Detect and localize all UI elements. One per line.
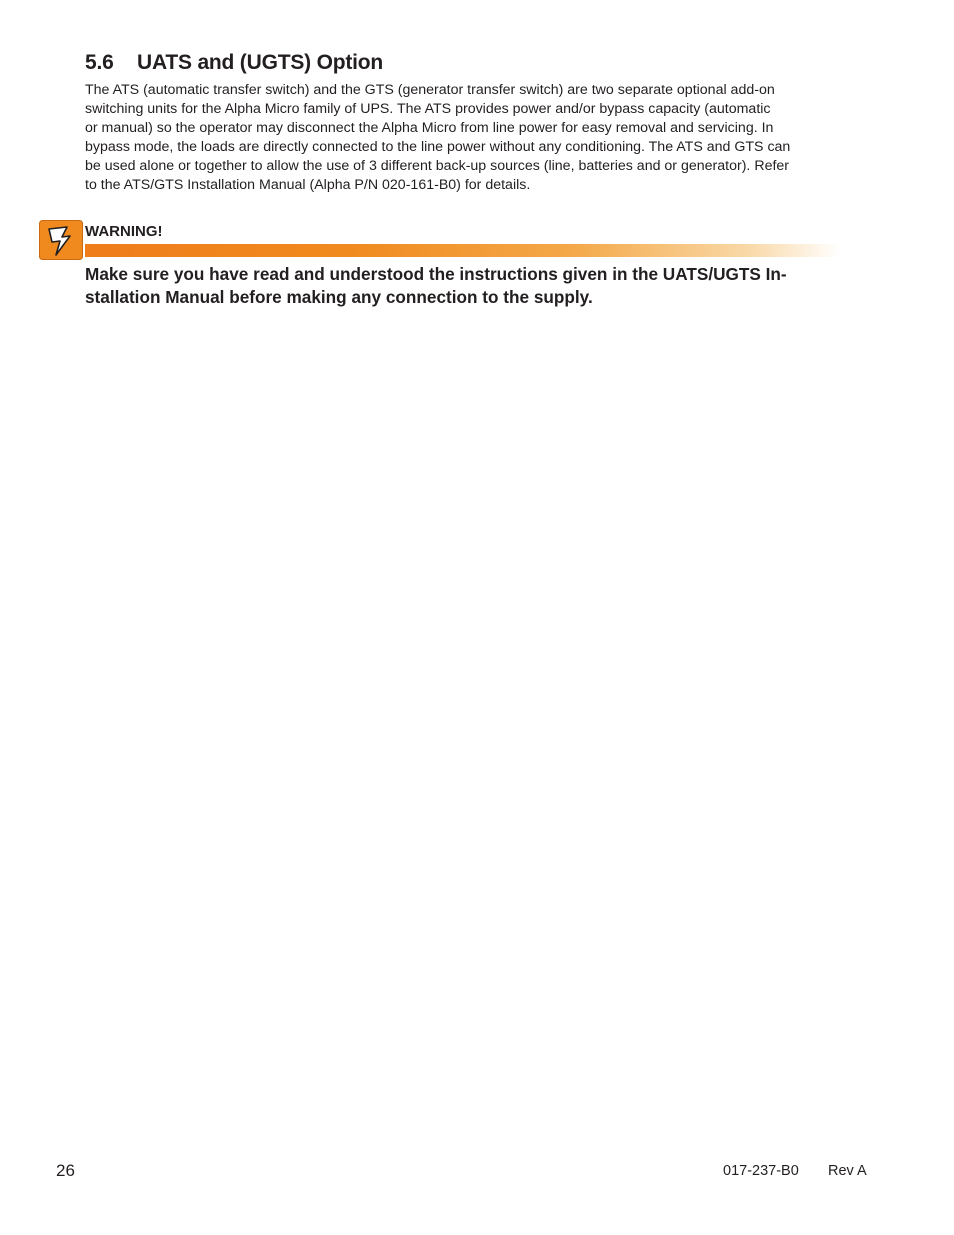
page-number: 26 — [56, 1161, 75, 1180]
warning-label: WARNING! — [85, 223, 163, 240]
warning-divider-bar — [85, 244, 840, 257]
body-line: switching units for the Alpha Micro family of UPS. The ATS provides power and/or bypass capacity (automatic — [85, 100, 771, 117]
section-body-paragraph — [85, 81, 875, 194]
document-revision: Rev A — [828, 1163, 867, 1179]
body-line: bypass mode, the loads are directly connected to the line power without any conditioning. The ATS and GTS can — [85, 138, 791, 155]
section-title: UATS and (UGTS) Option — [137, 51, 384, 74]
electrical-hazard-lightning-icon — [39, 220, 83, 260]
section-number: 5.6 — [85, 51, 114, 74]
warning-line: Make sure you have read and understood the instructions given in the UATS/UGTS In- — [85, 264, 787, 284]
warning-line: stallation Manual before making any connection to the supply. — [85, 287, 593, 307]
body-line: or manual) so the operator may disconnect the Alpha Micro from line power for easy removal and servicing. In — [85, 119, 774, 136]
body-line: be used alone or together to allow the use of 3 different back-up sources (line, batteries and or generator). Refer — [85, 157, 790, 174]
body-line: to the ATS/GTS Installation Manual (Alpha P/N 020-161-B0) for details. — [85, 176, 531, 193]
section-heading — [85, 51, 383, 75]
body-line: The ATS (automatic transfer switch) and the GTS (generator transfer switch) are two separate optional add-on — [85, 82, 775, 98]
document-id: 017-237-B0 — [723, 1163, 799, 1179]
warning-message — [85, 263, 787, 309]
